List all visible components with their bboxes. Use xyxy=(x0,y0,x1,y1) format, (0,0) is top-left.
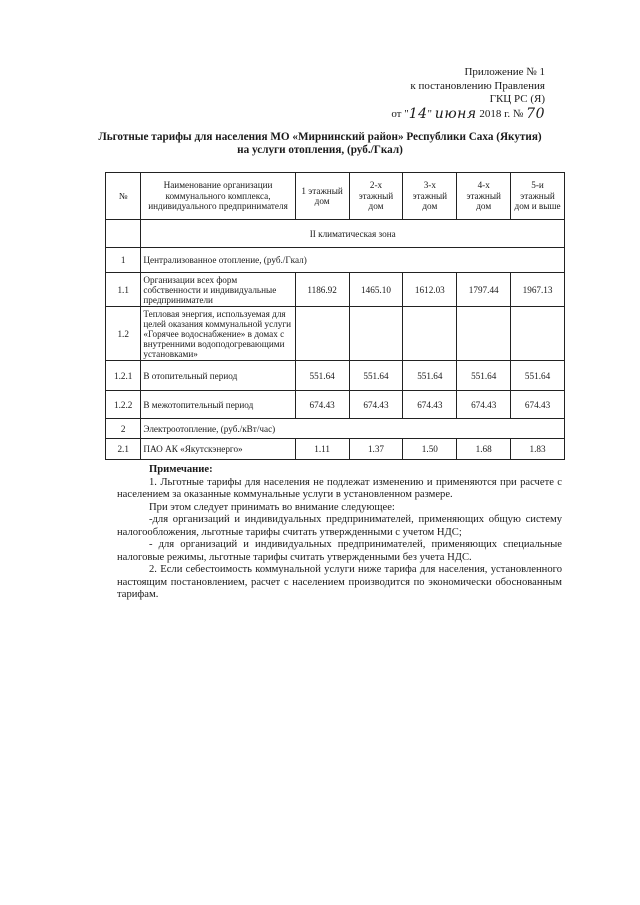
row-name: Электроотопление, (руб./кВт/час) xyxy=(141,419,565,439)
value-cell: 1.37 xyxy=(349,439,403,460)
header-3-floor: 3-х этажный дом xyxy=(403,173,457,220)
date-year: 2018 г. № xyxy=(479,107,524,120)
note-general-tax: -для организаций и индивидуальных предпринимателей, применяющих общую систему налогообложения, льготные тарифы считать утвержденными с учетом НДС; xyxy=(117,514,562,538)
title-line-1: Льготные тарифы для населения МО «Мирнинский район» Республики Саха (Якутия) xyxy=(98,131,542,143)
row-name: Тепловая энергия, используемая для целей оказания коммунальной услуги «Горячее водоснабжение» в домах с внутренними водоподогревающими установками» xyxy=(141,307,295,361)
table-row xyxy=(106,307,565,361)
appendix-header xyxy=(391,66,545,121)
value-cell: 1967.13 xyxy=(511,273,565,307)
date-separator: " xyxy=(427,107,433,120)
value-cell: 1186.92 xyxy=(295,273,349,307)
value-cell: 551.64 xyxy=(295,361,349,391)
table-row xyxy=(106,248,565,273)
row-name: ПАО АК «Якутскэнерго» xyxy=(141,439,295,460)
value-cell: 551.64 xyxy=(511,361,565,391)
header-name: Наименование организации коммунального комплекса, индивидуального предпринимателя xyxy=(141,173,295,220)
row-number: 2 xyxy=(106,419,141,439)
appendix-reference: к постановлению Правления xyxy=(410,79,545,92)
value-cell: 1465.10 xyxy=(349,273,403,307)
row-number: 1.2 xyxy=(106,307,141,361)
notes-header: Примечание: xyxy=(149,464,213,475)
row-name: Централизованное отопление, (руб./Гкал) xyxy=(141,248,565,273)
value-cell: 1797.44 xyxy=(457,273,511,307)
date-number: 70 xyxy=(526,105,545,122)
header-5-floor: 5-и этажный дом и выше xyxy=(511,173,565,220)
zone-row xyxy=(106,220,565,248)
value-cell: 1.68 xyxy=(457,439,511,460)
header-1-floor: 1 этажный дом xyxy=(295,173,349,220)
row-number: 1 xyxy=(106,248,141,273)
note-2: 2. Если себестоимость коммунальной услуги ниже тарифа для населения, установленного настоящим постановлением, расчет с населением производится по экономически обоснованным тарифам. xyxy=(117,564,562,600)
date-month: июня xyxy=(434,105,477,122)
table-row xyxy=(106,439,565,460)
table-header-row xyxy=(106,173,565,220)
appendix-date xyxy=(391,107,545,122)
value-cell: 674.43 xyxy=(511,391,565,419)
header-number: № xyxy=(106,173,141,220)
row-name: Организации всех форм собственности и индивидуальные предприниматели xyxy=(141,273,295,307)
value-cell: 1.11 xyxy=(295,439,349,460)
row-name: В межотопительный период xyxy=(141,391,295,419)
row-number: 2.1 xyxy=(106,439,141,460)
value-cell: 674.43 xyxy=(457,391,511,419)
date-day: 14 xyxy=(408,105,428,122)
appendix-authority: ГКЦ РС (Я) xyxy=(489,93,545,105)
value-cell: 674.43 xyxy=(295,391,349,419)
note-intro: При этом следует принимать во внимание следующее: xyxy=(149,501,395,513)
appendix-number: Приложение № 1 xyxy=(464,66,545,78)
table-row xyxy=(106,361,565,391)
value-cell: 674.43 xyxy=(403,391,457,419)
document-title xyxy=(0,131,640,157)
header-4-floor: 4-х этажный дом xyxy=(457,173,511,220)
value-cell: 1.83 xyxy=(511,439,565,460)
note-1: 1. Льготные тарифы для населения не подлежат изменению и применяются при расчете с населением за оказанные коммунальные услуги в установленном размере. xyxy=(117,476,562,500)
value-cell: 1.50 xyxy=(403,439,457,460)
value-cell: 551.64 xyxy=(457,361,511,391)
title-line-2: на услуги отопления, (руб./Гкал) xyxy=(237,144,403,156)
climate-zone: II климатическая зона xyxy=(141,220,565,248)
tariff-table xyxy=(105,172,565,460)
table-row xyxy=(106,391,565,419)
date-prefix: от " xyxy=(391,107,409,120)
notes-section xyxy=(117,464,562,602)
row-number: 1.2.2 xyxy=(106,391,141,419)
note-special-tax: - для организаций и индивидуальных предпринимателей, применяющих специальные налоговые режимы, льготные тарифы считать утвержденными без учета НДС. xyxy=(117,539,562,563)
value-cell: 1612.03 xyxy=(403,273,457,307)
value-cell: 551.64 xyxy=(349,361,403,391)
value-cell: 551.64 xyxy=(403,361,457,391)
row-name: В отопительный период xyxy=(141,361,295,391)
table-row xyxy=(106,419,565,439)
row-number: 1.2.1 xyxy=(106,361,141,391)
table-row xyxy=(106,273,565,307)
row-number: 1.1 xyxy=(106,273,141,307)
header-2-floor: 2-х этажный дом xyxy=(349,173,403,220)
value-cell: 674.43 xyxy=(349,391,403,419)
